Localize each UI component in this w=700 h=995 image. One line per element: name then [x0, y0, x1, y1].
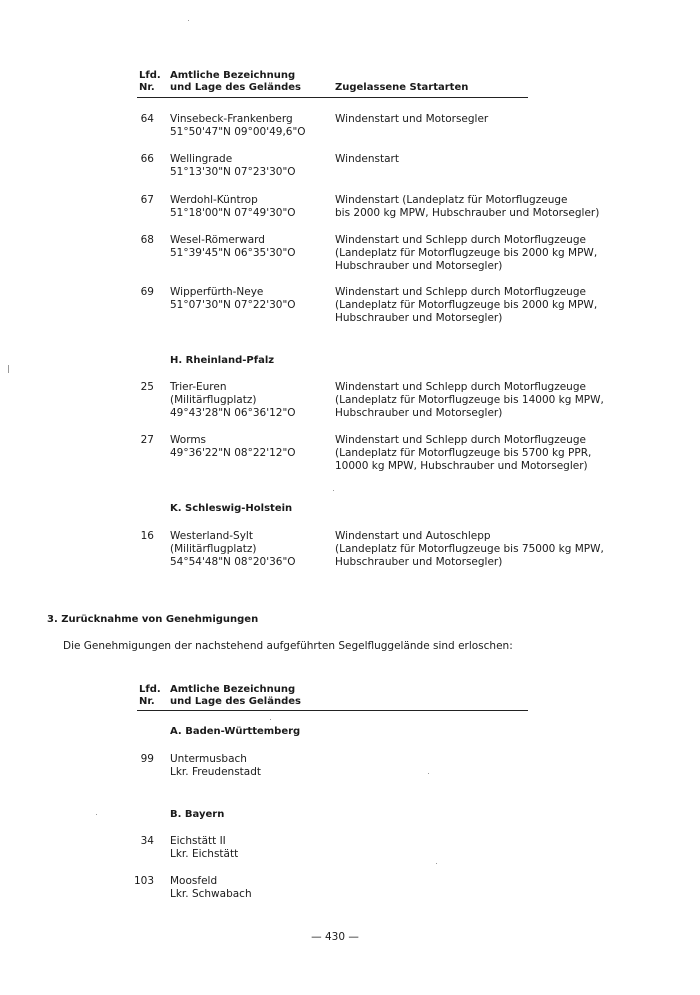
scan-speck	[96, 814, 97, 815]
table-row-nr: 103	[133, 875, 154, 887]
table2-header-name: Amtliche Bezeichnung und Lage des Geländes	[170, 684, 301, 707]
table-row-nr: 68	[140, 234, 154, 246]
section-heading-schleswig-holstein: K. Schleswig-Holstein	[170, 503, 293, 514]
table1-header-nr: Lfd. Nr.	[139, 70, 161, 93]
table-row-site: Untermusbach Lkr. Freudenstadt	[170, 753, 262, 778]
table-row-nr: 99	[140, 753, 154, 765]
section-heading-rheinland-pfalz: H. Rheinland-Pfalz	[170, 355, 275, 366]
table-row-nr: 67	[140, 194, 154, 206]
scan-speck	[436, 863, 437, 864]
table-row-site: Worms 49°36'22"N 08°22'12"O	[170, 434, 296, 459]
table-row-nr: 16	[140, 530, 154, 542]
section-heading-baden-wuerttemberg: A. Baden-Württemberg	[170, 726, 301, 737]
scan-speck	[188, 20, 189, 21]
scan-speck	[428, 773, 429, 774]
table2-header-rule	[137, 710, 528, 711]
table-row-site: Wipperfürth-Neye 51°07'30"N 07°22'30"O	[170, 286, 296, 311]
table1-header-rule	[137, 97, 528, 98]
scan-speck	[270, 719, 271, 720]
scan-speck	[8, 365, 9, 373]
scan-speck	[333, 490, 334, 491]
table-row-types: Windenstart und Motorsegler	[335, 113, 489, 125]
table-row-types: Windenstart und Schlepp durch Motorflugzeuge (Landeplatz für Motorflugzeuge bis 5700 kg PPR, 10000 kg MPW, Hubschrauber und Motorsegler)	[335, 434, 592, 472]
table-row-types: Windenstart und Schlepp durch Motorflugzeuge (Landeplatz für Motorflugzeuge bis 2000 kg MPW, Hubschrauber und Motorsegler)	[335, 234, 598, 272]
table-row-site: Wesel-Römerward 51°39'45"N 06°35'30"O	[170, 234, 296, 259]
section-heading-bayern: B. Bayern	[170, 809, 225, 820]
table-row-site: Vinsebeck-Frankenberg 51°50'47"N 09°00'49,6"O	[170, 113, 306, 138]
table-row-site: Moosfeld Lkr. Schwabach	[170, 875, 252, 900]
table1-header-types: Zugelassene Startarten	[335, 82, 469, 93]
table-row-nr: 64	[140, 113, 154, 125]
table-row-nr: 69	[140, 286, 154, 298]
table-row-site: Werdohl-Küntrop 51°18'00"N 07°49'30"O	[170, 194, 296, 219]
section3-intro: Die Genehmigungen der nachstehend aufgeführten Segelfluggelände sind erloschen:	[63, 640, 513, 652]
table-row-nr: 27	[140, 434, 154, 446]
table-row-types: Windenstart (Landeplatz für Motorflugzeuge bis 2000 kg MPW, Hubschrauber und Motorsegler)	[335, 194, 600, 219]
table-row-nr: 34	[140, 835, 154, 847]
table-row-site: Trier-Euren (Militärflugplatz) 49°43'28"N 06°36'12"O	[170, 381, 296, 419]
table-row-site: Eichstätt II Lkr. Eichstätt	[170, 835, 239, 860]
table-row-nr: 66	[140, 153, 154, 165]
table-row-types: Windenstart und Schlepp durch Motorflugzeuge (Landeplatz für Motorflugzeuge bis 2000 kg MPW, Hubschrauber und Motorsegler)	[335, 286, 598, 324]
table1-header-name: Amtliche Bezeichnung und Lage des Geländes	[170, 70, 301, 93]
table-row-site: Wellingrade 51°13'30"N 07°23'30"O	[170, 153, 296, 178]
table-row-types: Windenstart und Schlepp durch Motorflugzeuge (Landeplatz für Motorflugzeuge bis 14000 kg MPW, Hubschrauber und Motorsegler)	[335, 381, 604, 419]
page-number: — 430 —	[311, 931, 359, 943]
section3-heading: 3. Zurücknahme von Genehmigungen	[47, 614, 259, 625]
table-row-nr: 25	[140, 381, 154, 393]
table-row-site: Westerland-Sylt (Militärflugplatz) 54°54'48"N 08°20'36"O	[170, 530, 296, 568]
table-row-types: Windenstart und Autoschlepp (Landeplatz für Motorflugzeuge bis 75000 kg MPW, Hubschrauber und Motorsegler)	[335, 530, 604, 568]
table-row-types: Windenstart	[335, 153, 399, 165]
table2-header-nr: Lfd. Nr.	[139, 684, 161, 707]
